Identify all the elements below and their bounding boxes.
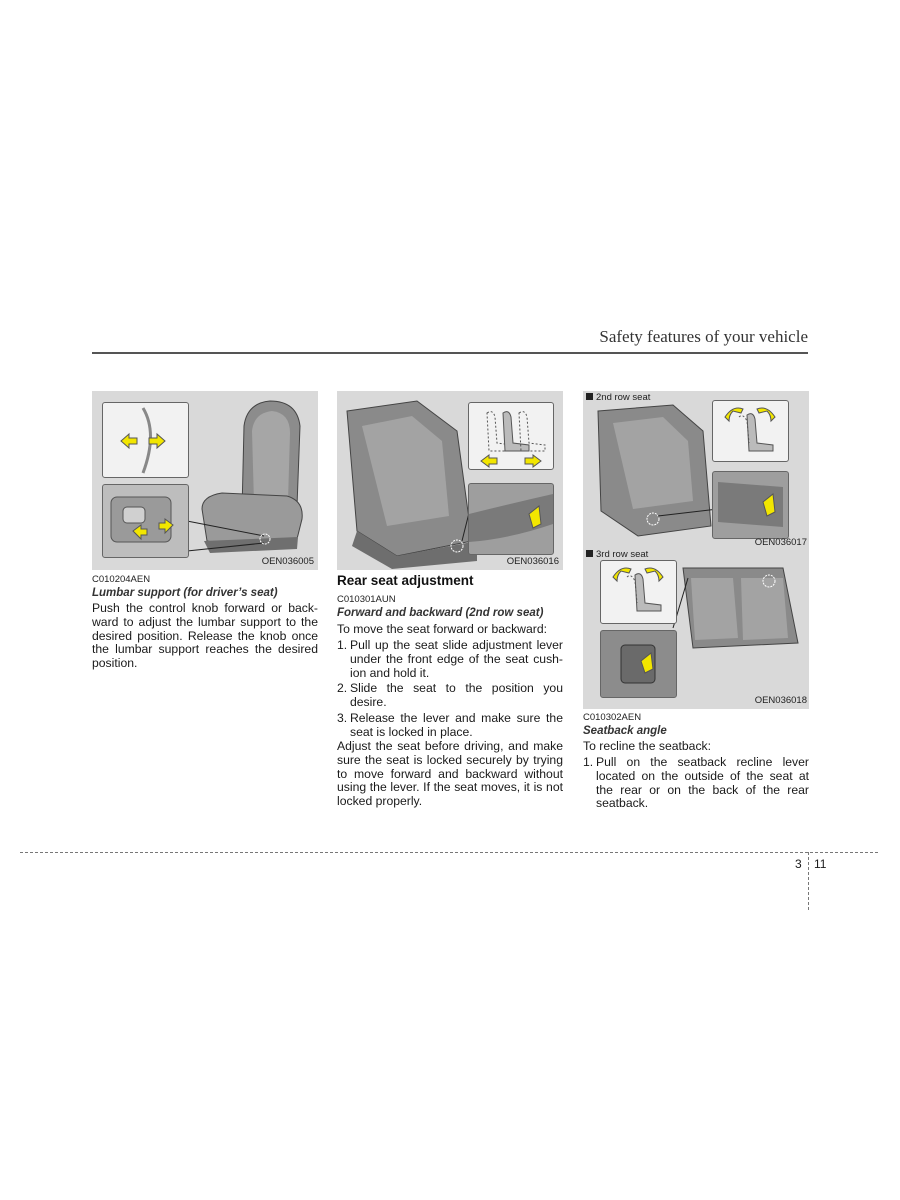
list-item: 1. Pull up the seat slide adjustment lever under the front edge of the seat cush-ion and hold it. <box>337 638 563 680</box>
section-heading: Rear seat adjustment <box>337 573 474 588</box>
lumbar-control-inset <box>102 484 189 558</box>
page-number: 11 <box>814 857 827 871</box>
figure-code: OEN036018 <box>754 695 807 706</box>
figure-2nd-row-recline <box>583 391 809 549</box>
section-intro: To recline the seatback: <box>583 739 712 753</box>
arrow-left-icon <box>121 434 137 448</box>
steps-list <box>583 756 809 813</box>
section-paragraph: Adjust the seat before driving, and make sure the seat is locked securely by trying to move forward and backward without using the lever. If the seat moves, it is not locked properly. <box>337 739 563 809</box>
section-subheading: Forward and backward (2nd row seat) <box>337 607 544 619</box>
figure-label: 2nd row seat <box>586 392 650 403</box>
section-paragraph: Push the control knob forward or back-ward to adjust the lumbar support to the desired position. Release the knob once the lumbar support reaches the desired position. <box>92 601 318 671</box>
figure-code: OEN036005 <box>261 556 314 567</box>
footer-divider <box>20 852 878 853</box>
footer-page-divider <box>808 852 809 910</box>
section-subheading: Lumbar support (for driver’s seat) <box>92 587 278 599</box>
figure-rear-seat-slide <box>337 391 563 570</box>
header-rule <box>92 352 808 354</box>
seat-slide-diagram-inset <box>468 402 554 470</box>
steps-list <box>337 639 563 742</box>
recline-lever-inset <box>712 471 789 539</box>
recline-diagram-inset <box>712 400 789 462</box>
recline-diagram-inset <box>600 560 677 624</box>
seat-lever-inset <box>468 483 554 555</box>
lumbar-knob-inset <box>102 402 189 478</box>
section-code: C010204AEN <box>92 574 151 585</box>
list-item: 2. Slide the seat to the position you desire. <box>337 681 563 710</box>
figure-code: OEN036017 <box>754 537 807 548</box>
page-header-title: Safety features of your vehicle <box>599 327 808 346</box>
section-intro: To move the seat forward or backward: <box>337 622 547 636</box>
section-subheading: Seatback angle <box>583 725 667 737</box>
section-code: C010302AEN <box>583 712 642 723</box>
figure-lumbar-support <box>92 391 318 570</box>
list-item: 3. Release the lever and make sure the seat is locked in place. <box>337 710 563 739</box>
figure-label: 3rd row seat <box>586 549 648 560</box>
chapter-number: 3 <box>795 857 802 871</box>
list-item: 1. Pull on the seatback recline lever located on the outside of the seat at the rear or on the back of the rear seatback. <box>583 755 809 811</box>
section-code: C010301AUN <box>337 594 396 605</box>
figure-3rd-row-recline <box>583 548 809 709</box>
recline-lever-inset <box>600 630 677 698</box>
figure-code: OEN036016 <box>506 556 559 567</box>
